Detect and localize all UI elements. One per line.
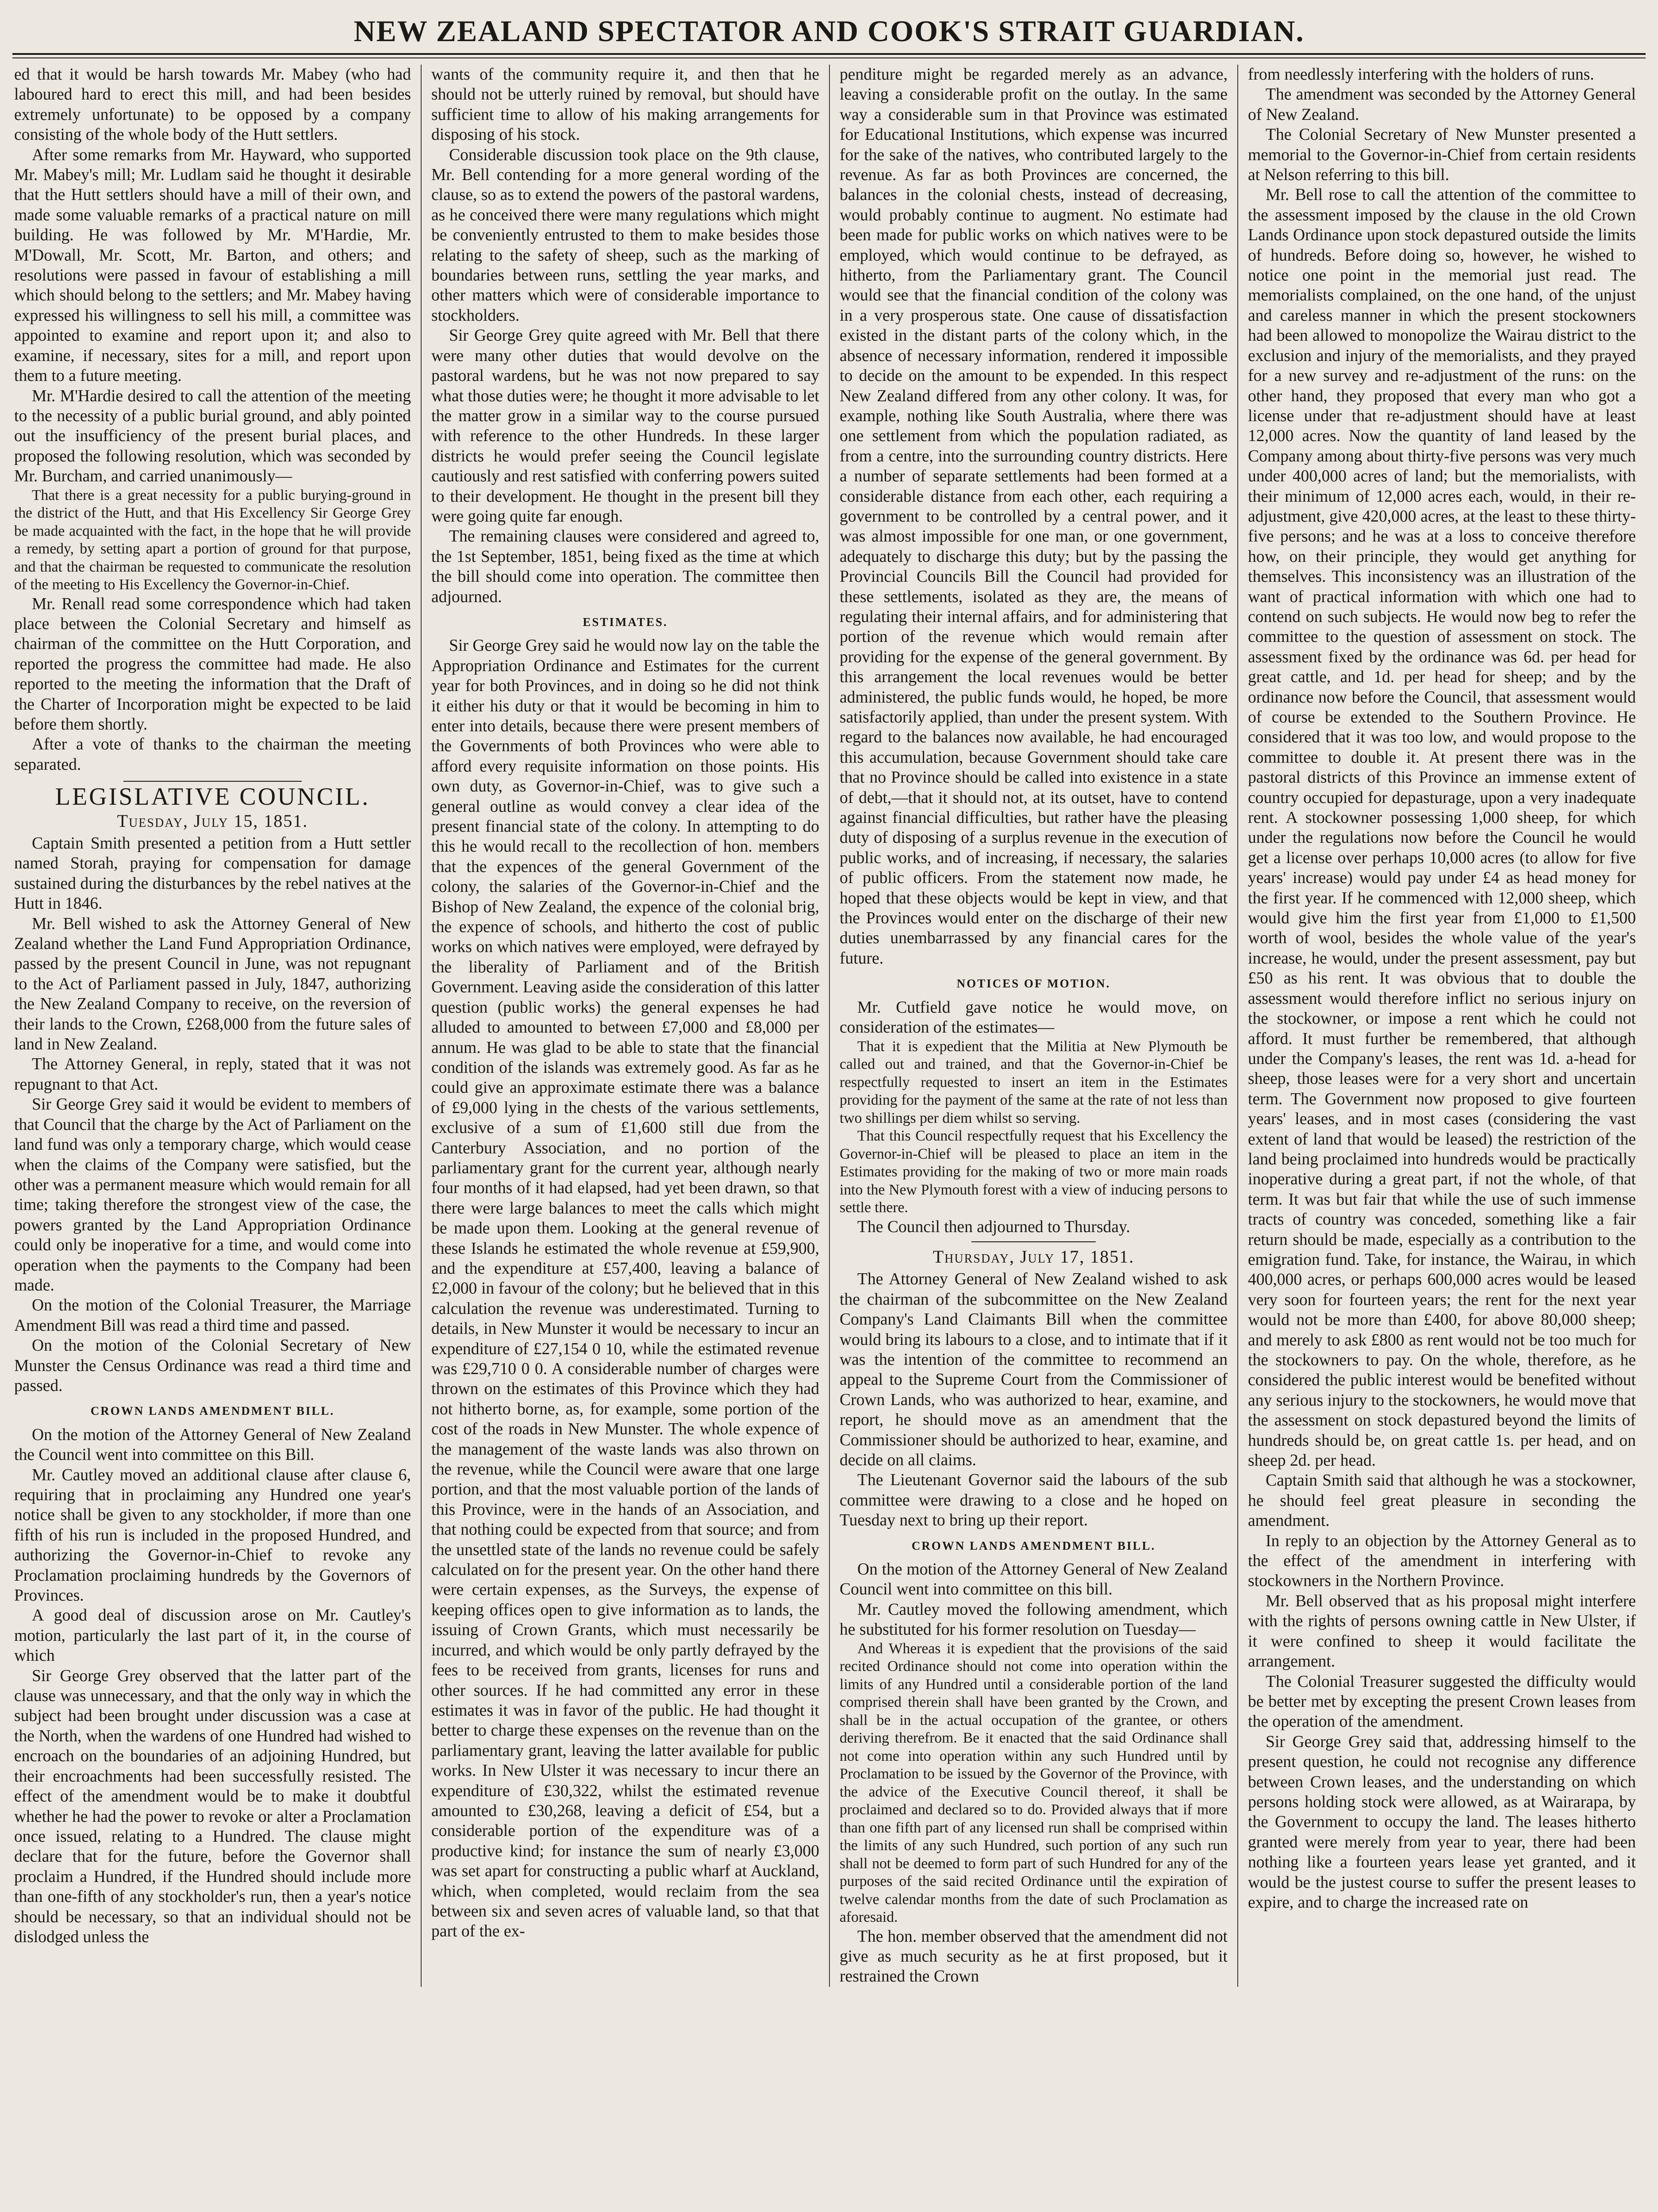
paragraph: Mr. Renall read some correspondence which had taken place between the Colonial Secretary and himself as chairman of the committee on the Hutt Corporation, and reported the progress the committee had made. He also reported to the meeting the information that the Draft of the Charter of Incorporation might be expected to be laid before them shortly. [14,595,411,733]
paragraph: Captain Smith said that although he was a stockowner, he should feel great pleasure in seconding the amendment. [1248,1471,1636,1530]
subheading: CROWN LANDS AMENDMENT BILL. [90,1404,335,1418]
paragraph: Sir George Grey quite agreed with Mr. Bell that there were many other duties that would devolve on the pastoral wardens, but he was not now prepared to say what those duties were; he thought it more advisable to let the matter grow in a similar way to the course pursued with reference to the other Hundreds. In these larger districts he would prefer seeing the Council legislate cautiously and rest satisfied with conferring powers suited to their development. He thought in the present bill they were going quite far enough. [431,326,819,526]
paragraph: In reply to an objection by the Attorney General as to the effect of the amendment in interfering with stockowners in the Northern Province. [1248,1532,1636,1590]
subheading: ESTIMATES. [583,615,668,629]
motion-text: That it is expedient that the Militia at New Plymouth be called out and trained, and that the Governor-in-Chief be respectfully requested to insert an item in the Estimates providing for the payment of the same at the rate of not less than two shillings per diem whilst so serving. [840,1038,1228,1126]
paragraph: Mr. Cautley moved the following amendment, which he substituted for his former resolution on Tuesday— [840,1600,1228,1639]
subheading: CROWN LANDS AMENDMENT BILL. [911,1539,1156,1552]
paragraph: wants of the community require it, and then that he should not be utterly ruined by removal, but should have sufficient time to allow of his making arrangements for disposing of his stock. [431,65,819,144]
subheading: NOTICES OF MOTION. [956,977,1111,991]
paragraph: Mr. Bell wished to ask the Attorney General of New Zealand whether the Land Fund Appropriation Ordinance, passed by the present Council in June, was not repugnant to the Act of Parliament passed in July, 1847, authorizing the New Zealand Company to receive, on the reversion of their lands to the Crown, £268,000 from the future sales of land in New Zealand. [14,914,411,1054]
paragraph: The amendment was seconded by the Attorney General of New Zealand. [1248,85,1636,124]
paragraph: Captain Smith presented a petition from a Hutt settler named Storah, praying for compensation for damage sustained during the disturbances by the rebel natives at the Hutt in 1846. [14,834,411,913]
paragraph: The Attorney General, in reply, stated that it was not repugnant to that Act. [14,1055,411,1094]
paragraph: ed that it would be harsh towards Mr. Mabey (who had laboured hard to erect this mill, and had been besides extremely unfortunate) to be opposed by a company consisting of the whole body of the Hutt settlers. [14,65,411,144]
paragraph: The Attorney General of New Zealand wished to ask the chairman of the subcommittee on the New Zealand Company's Land Claimants Bill when the committee would bring its labours to a close, and to intimate that if it was the intention of the committee to recommend an appeal to the Supreme Court from the Commissioner of Crown Lands, who was authorized to hear, examine, and report, he should move as an amendment that the Commissioner should be authorized to hear, examine, and decide on all claims. [840,1270,1228,1469]
paragraph: Considerable discussion took place on the 9th clause, Mr. Bell contending for a more general wording of the clause, so as to extend the powers of the pastoral wardens, as he conceived there were many regulations which might be conveniently entrusted to them to make besides those relating to the safety of sheep, such as the marking of boundaries between runs, settling the year marks, and other matters which were of considerable importance to stockholders. [431,146,819,325]
paragraph: Sir George Grey said he would now lay on the table the Appropriation Ordinance and Estimates for the current year for both Provinces, and in doing so he did not think it either his duty or that it would be becoming in him to enter into details, because there were present members of the Governments of both Provinces who were able to afford every requisite information on those points. His own duty, as Governor-in-Chief, was to give such a general outline as would convey a clear idea of the present financial state of the colony. In attempting to do this he would recall to the recollection of hon. members that the expences of the general Government of the colony, the salaries of the Governor-in-Chief and the Bishop of New Zealand, the expence of the colonial brig, the expence of schools, and hitherto the cost of public works on which natives were employed, were defrayed by the liberality of Parliament and of the British Government. Leaving aside the consideration of this latter question (public works) the general expenses he had alluded to amounted to between £7,000 and £8,000 per annum. He was glad to be able to state that the financial condition of the islands was extremely good. As far as he could give an approximate estimate there was a balance of £9,000 lying in the chests of the various settlements, exclusive of a sum of £1,600 still due from the Canterbury Association, and no portion of the parliamentary grant for the current year, although nearly four months of it had elapsed, had yet been drawn, so that there were large balances to meet the calls which might be made upon them. Looking at the general revenue of these Islands he estimated the whole revenue at £59,900, and the expenditure at £57,400, leaving a balance of £2,000 in favour of the colony; but he believed that in this calculation the revenue was underestimated. Turning to details, in New Munster it would be necessary to incur an expenditure of £27,154 0 10, while the estimated revenue was £29,710 0 0. A considerable number of charges were thrown on the estimates of this Province which they had not hitherto borne, as, for example, some portion of the cost of the roads in New Munster. The whole expence of the management of the waste lands was also thrown on the revenue, while the Council were aware that one large portion, and that the most valuable portion of the lands of this Province, were in the hands of an Association, and that nothing could be expected from that source; and from the unsettled state of the lands no revenue could be safely calculated on for the present year. On the other hand there were certain expenses, as the Surveys, the expense of keeping offices open to give information as to lands, the issuing of Crown Grants, which must necessarily be incurred, and which would be only partly defrayed by the fees to be received from grants, licenses for runs and other sources. If he had committed any error in these estimates it was in favor of the public. He had thought it better to charge these expenses on the revenue than on the parliamentary grant, leaving the latter available for public works. In New Ulster it was necessary to incur there an expenditure of £30,322, whilst the estimated revenue amounted to £30,268, leaving a deficit of £54, but a considerable portion of the expenditure was of a productive kind; for instance the sum of nearly £3,000 was set apart for constructing a public wharf at Auckland, which, when completed, would reclaim from the sea between six and seven acres of valuable land, so that that part of the ex- [431,637,819,1941]
paragraph: Mr. Cautley moved an additional clause after clause 6, requiring that in proclaiming any Hundred one year's notice shall be given to any stockholder, if more than one fifth of his run is included in the proposed Hundred, and authorizing the Governor-in-Chief to revoke any Proclamation proclaiming hundreds by the Governors of Provinces. [14,1466,411,1605]
paragraph: penditure might be regarded merely as an advance, leaving a considerable profit on the outlay. In the same way a considerable sum in that Province was estimated for Educational Institutions, which expense was incurred for the sake of the natives, who contributed largely to the revenue. As far as both Provinces are concerned, the balances in the colonial chests, instead of decreasing, would probably continue to augment. No estimate had been made for public works on which natives were to be employed, which would continue to be defrayed, as hitherto, from the Parliamentary grant. The Council would see that the financial condition of the colony was in a very prosperous state. One cause of dissatisfaction existed in the distant parts of the colony which, in the absence of necessary information, rendered it impossible to decide on the amount to be expended. In this respect New Zealand differed from any other colony. It was, for example, nothing like South Australia, where there was one settlement from which the population radiated, as from a centre, into the surrounding country districts. Here a number of separate settlements had been formed at a considerable distance from each other, each requiring a government to be controlled by a central power, and it was almost impossible for one man, or one government, adequately to discharge this duty; but by the passing the Provincial Councils Bill the Council had provided for these settlements, isolated as they are, the means of regulating their internal affairs, and for administering that portion of the revenue which would remain after providing for the expense of the general government. By this arrangement the local revenues would be better administered, the public funds would, he hoped, be more satisfactorily applied, than under the present system. With regard to the balances now available, he had encouraged this accumulation, because Government should take care that no Province should be called into existence in a state of debt,—that it should not, at its outset, have to contend against financial difficulties, but rather have the pleasing duty of disposing of a surplus revenue in the execution of public works, and of increasing, if necessary, the salaries of public officers. From the statement now made, he hoped that these objects would be kept in view, and that the Provinces would enter on the discharge of their new duties unembarrassed by any financial cares for the future. [840,65,1228,968]
paragraph: The Colonial Secretary of New Munster presented a memorial to the Governor-in-Chief from certain residents at Nelson referring to this bill. [1248,126,1636,184]
paragraph: After some remarks from Mr. Hayward, who supported Mr. Mabey's mill; Mr. Ludlam said he thought it desirable that the Hutt settlers should have a mill of their own, and made some valuable remarks of a practical nature on mill building. He was followed by Mr. M'Hardie, Mr. M'Dowall, Mr. Scott, Mr. Barton, and others; and resolutions were passed in favour of establishing a mill which should belong to the settlers; and Mr. Mabey having expressed his willingness to sell his mill, a committee was appointed to examine and report upon it; and also to examine, if necessary, sites for a mill, and report upon them to a future meeting. [14,146,411,385]
paragraph: The Council then adjourned to Thursday. [857,1217,1130,1236]
resolution-text: That there is a great necessity for a public burying-ground in the district of the Hutt, and that His Excellency Sir George Grey be made acquainted with the fact, in the hope that he will provide a remedy, by setting apart a portion of ground for that purpose, and that the chairman be requested to communicate the resolution of the meeting to His Excellency the Governor-in-Chief. [14,487,411,593]
paragraph: Mr. Bell rose to call the attention of the committee to the assessment imposed by the clause in the old Crown Lands Ordinance upon stock depastured outside the limits of hundreds. Before doing so, however, he wished to notice one point in the memorial just read. The memorialists complained, on the one hand, of the unjust and careless manner in which the present stockowners had been allowed to monopolize the Wairau district to the exclusion and injury of the memorialists, and they prayed for a new survey and re-adjustment of the runs: on the other hand, they proposed that every man who got a license under that re-adjustment should have at least 12,000 acres. Now the quantity of land leased by the Company among about thirty-five persons was very much under 400,000 acres of land; but the memorialists, with their minimum of 12,000 acres each, would, in their re-adjustment, give 420,000 acres, at the least to these thirty-five persons; and he was at a loss to conceive therefore how, on their principle, they would get anything for themselves. This inconsistency was an illustration of the want of practical information with which one had to contend on such subjects. He would now beg to refer the committee to the question of assessment on stock. The assessment fixed by the ordinance was 6d. per head for great cattle, and 1d. per head for sheep; and by the ordinance now before the Council, that assessment would of course be extended to the Southern Province. He considered that it was too low, and would propose to the committee to double it. At present there was in the pastoral districts of this Province an immense extent of country occupied for depasturage, upon a very inadequate rent. A stockowner possessing 1,000 sheep, for which under the regulations now before the Council he would get a license over perhaps 10,000 acres (to allow for five years' increase) would pay under £4 as head money for the first year. If he commenced with 12,000 sheep, which would give him the first year from £1,000 to £1,500 worth of wool, besides the whole value of the year's increase, he would, under the present assessment, pay but £50 as his rent. It was obvious that to double the assessment would therefore inflict no serious injury on the stockowner, or impose a rent which he could not afford. It must further be remembered, that although under the Company's leases, the rent was 1d. a-head for sheep, those leases were for a very short and uncertain term. The Government now proposed to give fourteen years' leases, and in most cases (considering the vast extent of land that would be leased) the restriction of the land being proclaimed into hundreds would be practically inoperative during a great part, if not the whole, of that term. It was but fair that while the use of such immense tracts of country was conceded, something like a fair return should be made, especially as a contribution to the emigration fund. Take, for instance, the Wairau, in which 400,000 acres, or perhaps 600,000 acres would be leased very soon for fourteen years; the rent for the next year would not be more than £400, for above 80,000 sheep; and merely to ask £800 as rent would not be too much for the stockowners to pay. On the whole, therefore, as he considered the public interest would be benefited without any serious injury to the stockowners, he would move that the assessment on stock depastured beyond the limits of hundreds should be, on great cattle 1s. per head, and on sheep 2d. per head. [1248,186,1636,1470]
section-divider [123,781,302,782]
paragraph: Mr. M'Hardie desired to call the attention of the meeting to the necessity of a public burial ground, and ably pointed out the insufficiency of the present burial places, and proposed the following resolution, which was seconded by Mr. Burcham, and carried unanimously— [14,387,411,486]
column-3 [829,65,1237,1987]
masthead-rule [12,53,1646,58]
column-4 [1237,65,1646,1987]
paragraph: After a vote of thanks to the chairman the meeting separated. [14,735,411,774]
paragraph: The Lieutenant Governor said the labours of the sub committee were drawing to a close and he hoped on Tuesday next to bring up their report. [840,1471,1228,1530]
amendment-text: And Whereas it is expedient that the provisions of the said recited Ordinance should not come into operation within the limits of any Hundred until a considerable portion of the land comprised therein shall have been granted by the Crown, and shall be in the actual occupation of the grantee, or others deriving therefrom. Be it enacted that the said Ordinance shall not come into operation within any such Hundred until by Proclamation to be issued by the Governor of the Province, with the advice of the Executive Council thereof, it shall be proclaimed and declared so to do. Provided always that if more than one fifth part of any licensed run shall be comprised within the limits of any such Hundred, such portion of any such run shall not be deemed to form part of such Hundred for any of the purposes of the said recited Ordinance until the expiration of twelve calendar months from the date of such Proclamation as aforesaid. [840,1640,1228,1926]
paragraph: Sir George Grey said it would be evident to members of that Council that the charge by the Act of Parliament on the land fund was only a temporary charge, which would cease when the claims of the Company were satisfied, but the other was a permanent measure which would remain for all time; taking therefore the strongest view of the case, the powers granted by the Land Appropriation Ordinance could only be inoperative for a time, and would come into operation when the payments to the Company had been made. [14,1095,411,1294]
section-heading: LEGISLATIVE COUNCIL. [55,783,370,811]
date-heading: Thursday, July 17, 1851. [933,1246,1135,1267]
paragraph: On the motion of the Colonial Secretary of New Munster the Census Ordinance was read a third time and passed. [14,1336,411,1395]
paragraph: The hon. member observed that the amendment did not give as much security as he at first proposed, but it restrained the Crown [840,1927,1228,1986]
section-divider [971,1241,1096,1242]
paragraph: On the motion of the Colonial Treasurer, the Marriage Amendment Bill was read a third time and passed. [14,1296,411,1335]
paragraph: Mr. Bell observed that as his proposal might interfere with the rights of persons owning cattle in New Ulster, if it were confined to sheep it would facilitate the arrangement. [1248,1592,1636,1671]
paragraph: On the motion of the Attorney General of New Zealand the Council went into committee on this Bill. [14,1425,411,1464]
paragraph: Sir George Grey observed that the latter part of the clause was unnecessary, and that the only way in which the subject had been brought under discussion was a case at the North, when the wardens of one Hundred had wished to encroach on the boundaries of an adjoining Hundred, but their encroachments had been successfully resisted. The effect of the amendment would be to make it doubtful whether he had the power to revoke or alter a Proclamation once issued, relating to a Hundred. The clause might declare that for the future, before the Governor shall proclaim a Hundred, if the Hundred should include more than one-fifth of any stockholder's run, then a year's notice should be necessary, so that an individual should not be dislodged unless the [14,1667,411,1946]
paragraph: On the motion of the Attorney General of New Zealand Council went into committee on this bill. [840,1560,1228,1599]
paragraph: The Colonial Treasurer suggested the difficulty would be better met by excepting the present Crown leases from the operation of the amendment. [1248,1672,1636,1731]
motion-text: That this Council respectfully request that his Excellency the Governor-in-Chief will be pleased to place an item in the Estimates providing for the making of two or more main roads into the New Plymouth forest with a view of inducing persons to settle there. [840,1128,1228,1216]
date-heading: Tuesday, July 15, 1851. [117,810,308,831]
paragraph: Sir George Grey said that, addressing himself to the present question, he could not recognise any difference between Crown leases, and the understanding on which persons holding stock were allowed, as at Wairarapa, by the Government to occupy the land. The leases hitherto granted were merely from year to year, there had been nothing like a fourteen years lease yet granted, and it would be the justest course to suffer the present leases to expire, and to charge the increased rate on [1248,1732,1636,1912]
article-columns [12,65,1646,1987]
masthead: NEW ZEALAND SPECTATOR AND COOK'S STRAIT GUARDIAN. [353,14,1305,48]
paragraph: from needlessly interfering with the holders of runs. [1248,65,1594,84]
column-2 [421,65,829,1987]
paragraph: Mr. Cutfield gave notice he would move, on consideration of the estimates— [840,998,1228,1037]
paragraph: A good deal of discussion arose on Mr. Cautley's motion, particularly the last part of it, in the course of which [14,1606,411,1665]
paragraph: The remaining clauses were considered and agreed to, the 1st September, 1851, being fixed as the time at which the bill should come into operation. The committee then adjourned. [431,527,819,606]
column-1 [12,65,421,1987]
